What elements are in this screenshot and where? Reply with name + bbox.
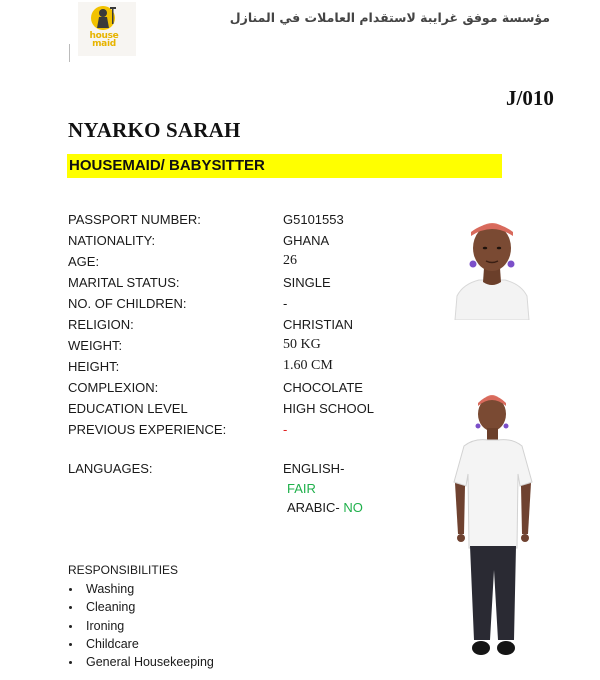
children-value: - <box>283 296 288 311</box>
marital-status-value: SINGLE <box>283 275 331 290</box>
responsibilities-list <box>68 580 214 671</box>
english-label: ENGLISH- <box>283 461 345 476</box>
children-label: NO. OF CHILDREN: <box>68 296 187 311</box>
list-item: Childcare <box>68 635 214 653</box>
weight-value: 50 KG <box>283 337 321 352</box>
logo-wordmark: house maid <box>89 31 119 49</box>
nationality-label: NATIONALITY: <box>68 233 156 248</box>
experience-value: - <box>283 422 288 437</box>
height-value: 1.60 CM <box>283 358 333 373</box>
marital-status-label: MARITAL STATUS: <box>68 275 180 290</box>
company-name-arabic: مؤسسة موفق غرايبة لاستقدام العاملات في المنازل <box>229 10 550 25</box>
religion-value: CHRISTIAN <box>283 317 354 332</box>
header-divider <box>69 44 70 62</box>
job-title: HOUSEMAID/ BABYSITTER <box>69 157 265 174</box>
candidate-name: NYARKO SARAH <box>68 118 241 142</box>
full-body-photo <box>438 386 548 678</box>
headshot-photo <box>449 208 535 320</box>
list-item: Cleaning <box>68 598 214 616</box>
height-label: HEIGHT: <box>68 359 120 374</box>
age-label: AGE: <box>68 254 100 269</box>
age-value: 26 <box>283 253 297 268</box>
english-level: FAIR <box>287 481 316 496</box>
job-title-highlight <box>67 154 502 178</box>
complexion-label: COMPLEXION: <box>68 380 159 395</box>
passport-value: G5101553 <box>283 212 344 227</box>
education-label: EDUCATION LEVEL <box>68 401 188 416</box>
responsibilities-heading: RESPONSIBILITIES <box>68 563 179 577</box>
languages-label: LANGUAGES: <box>68 461 153 476</box>
weight-label: WEIGHT: <box>68 338 123 353</box>
passport-label: PASSPORT NUMBER: <box>68 212 201 227</box>
reference-code: J/010 <box>506 86 554 110</box>
arabic-language <box>287 500 363 515</box>
arabic-label: ARABIC- <box>287 500 340 515</box>
list-item: Washing <box>68 580 214 598</box>
nationality-value: GHANA <box>283 233 330 248</box>
complexion-value: CHOCOLATE <box>283 380 363 395</box>
experience-label: PREVIOUS EXPERIENCE: <box>68 422 227 437</box>
religion-label: RELIGION: <box>68 317 134 332</box>
education-value: HIGH SCHOOL <box>283 401 375 416</box>
list-item: General Housekeeping <box>68 653 214 671</box>
arabic-level: NO <box>343 500 363 515</box>
list-item: Ironing <box>68 617 214 635</box>
